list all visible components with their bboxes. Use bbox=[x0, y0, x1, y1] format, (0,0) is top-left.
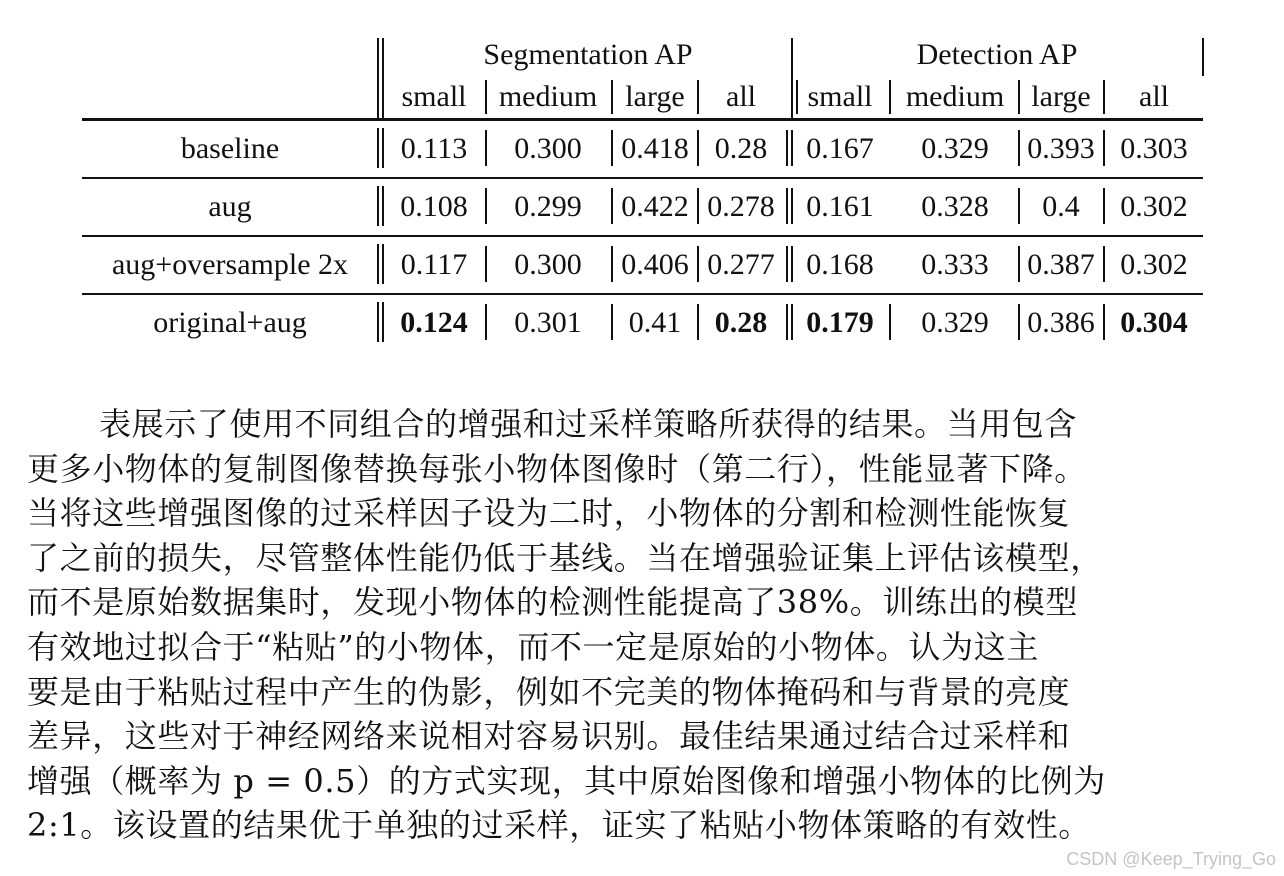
table-cell: 0.300 bbox=[514, 248, 582, 281]
table-cell-best: 0.28 bbox=[714, 306, 768, 339]
table-cell: 0.301 bbox=[514, 306, 582, 339]
column-divider bbox=[485, 80, 487, 114]
table-cell: 0.328 bbox=[921, 190, 989, 223]
table-cell: 0.418 bbox=[621, 132, 689, 165]
row-divider bbox=[82, 293, 1203, 295]
table-cell: 0.28 bbox=[714, 132, 768, 165]
subheader-seg-small: small bbox=[401, 80, 467, 113]
table-cell: 0.333 bbox=[921, 248, 989, 281]
column-divider bbox=[1103, 80, 1105, 114]
table-cell: 0.303 bbox=[1120, 132, 1188, 165]
subheader-seg-large: large bbox=[625, 80, 685, 113]
table-cell: 0.108 bbox=[400, 190, 468, 223]
table-cell: 0.386 bbox=[1027, 306, 1095, 339]
table-cell: 0.406 bbox=[621, 248, 689, 281]
paragraph-line: 要是由于粘贴过程中产生的伪影，例如不完美的物体掩码和与背景的亮度 bbox=[27, 672, 1071, 711]
column-divider bbox=[1202, 38, 1204, 76]
column-divider bbox=[889, 304, 891, 340]
column-divider bbox=[485, 130, 487, 166]
table-cell: 0.168 bbox=[806, 248, 874, 281]
column-divider bbox=[1018, 246, 1020, 282]
table-cell: 0.113 bbox=[400, 132, 468, 165]
column-divider bbox=[377, 128, 379, 168]
column-divider bbox=[382, 38, 384, 118]
column-divider bbox=[382, 244, 384, 284]
column-divider bbox=[485, 304, 487, 340]
column-divider bbox=[791, 304, 793, 340]
row-label-aug-oversample: aug+oversample 2x bbox=[111, 248, 349, 281]
table-cell: 0.329 bbox=[921, 306, 989, 339]
column-divider bbox=[1018, 80, 1020, 114]
table-cell: 0.167 bbox=[806, 132, 874, 165]
subheader-det-small: small bbox=[807, 80, 873, 113]
table-cell: 0.300 bbox=[514, 132, 582, 165]
column-divider bbox=[786, 246, 788, 282]
table-cell: 0.117 bbox=[400, 248, 468, 281]
table-cell: 0.422 bbox=[621, 190, 689, 223]
results-table bbox=[0, 0, 1284, 360]
paragraph-line: 差异，这些对于神经网络来说相对容易识别。最佳结果通过结合过采样和 bbox=[27, 717, 1071, 756]
column-divider bbox=[377, 38, 379, 118]
paragraph-line: 当将这些增强图像的过采样因子设为二时，小物体的分割和检测性能恢复 bbox=[27, 494, 1071, 533]
column-divider bbox=[1103, 188, 1105, 224]
header-rule bbox=[82, 118, 1203, 121]
table-cell: 0.277 bbox=[707, 248, 775, 281]
column-divider bbox=[1018, 130, 1020, 166]
table-cell: 0.41 bbox=[628, 306, 682, 339]
table-cell-best: 0.304 bbox=[1120, 306, 1188, 339]
column-divider bbox=[697, 80, 699, 114]
column-divider bbox=[611, 246, 613, 282]
column-divider bbox=[611, 130, 613, 166]
subheader-det-all: all bbox=[1139, 80, 1169, 113]
row-divider bbox=[82, 177, 1203, 179]
body-paragraph bbox=[27, 402, 1267, 848]
column-divider bbox=[1103, 246, 1105, 282]
paragraph-line: 表展示了使用不同组合的增强和过采样策略所获得的结果。当用包含 bbox=[99, 405, 1078, 443]
paragraph-line: 更多小物体的复制图像替换每张小物体图像时（第二行），性能显著下降。 bbox=[27, 449, 1087, 488]
row-label-original-aug: original+aug bbox=[153, 306, 307, 339]
column-divider bbox=[485, 246, 487, 282]
column-divider bbox=[485, 188, 487, 224]
column-divider bbox=[791, 246, 793, 282]
column-divider bbox=[786, 188, 788, 224]
column-divider bbox=[382, 302, 384, 342]
column-divider bbox=[382, 128, 384, 168]
column-divider bbox=[377, 244, 379, 284]
column-divider bbox=[377, 302, 379, 342]
column-divider bbox=[791, 188, 793, 224]
table-cell: 0.302 bbox=[1120, 190, 1188, 223]
column-divider bbox=[697, 304, 699, 340]
table-cell: 0.393 bbox=[1027, 132, 1095, 165]
column-divider bbox=[382, 186, 384, 226]
row-label-aug: aug bbox=[208, 190, 252, 223]
paragraph-line: 了之前的损失，尽管整体性能仍低于基线。当在增强验证集上评估该模型， bbox=[27, 538, 1103, 577]
column-divider bbox=[611, 304, 613, 340]
table-cell-best: 0.124 bbox=[400, 306, 468, 339]
subheader-seg-all: all bbox=[726, 80, 756, 113]
column-divider bbox=[697, 246, 699, 282]
column-divider bbox=[611, 80, 613, 114]
subheader-det-large: large bbox=[1031, 80, 1091, 113]
paragraph-line: 增强（概率为 p = 0.5）的方式实现，其中原始图像和增强小物体的比例为 bbox=[27, 761, 1106, 800]
table-cell: 0.387 bbox=[1027, 248, 1095, 281]
column-divider bbox=[1103, 304, 1105, 340]
table-cell-best: 0.179 bbox=[806, 306, 874, 339]
column-divider bbox=[1018, 188, 1020, 224]
column-divider bbox=[697, 188, 699, 224]
table-cell: 0.278 bbox=[707, 190, 775, 223]
header-segmentation-ap: Segmentation AP bbox=[483, 38, 693, 71]
table-cell: 0.4 bbox=[1042, 190, 1080, 223]
paragraph-line: 而不是原始数据集时，发现小物体的检测性能提高了38%。训练出的模型 bbox=[27, 583, 1078, 622]
subheader-seg-medium: medium bbox=[498, 80, 598, 113]
row-label-baseline: baseline bbox=[180, 132, 280, 165]
column-divider bbox=[791, 38, 793, 118]
column-divider bbox=[611, 188, 613, 224]
header-detection-ap: Detection AP bbox=[916, 38, 1078, 71]
column-divider bbox=[786, 130, 788, 166]
column-divider bbox=[1018, 304, 1020, 340]
table-cell: 0.302 bbox=[1120, 248, 1188, 281]
column-divider bbox=[1103, 130, 1105, 166]
column-divider bbox=[377, 186, 379, 226]
column-divider bbox=[791, 130, 793, 166]
subheader-det-medium: medium bbox=[905, 80, 1005, 113]
table-cell: 0.329 bbox=[921, 132, 989, 165]
column-divider bbox=[889, 80, 891, 114]
table-cell: 0.161 bbox=[806, 190, 874, 223]
column-divider bbox=[796, 80, 798, 114]
row-divider bbox=[82, 235, 1203, 237]
table-cell: 0.299 bbox=[514, 190, 582, 223]
column-divider bbox=[786, 304, 788, 340]
column-divider bbox=[697, 130, 699, 166]
watermark: CSDN @Keep_Trying_Go bbox=[1066, 849, 1276, 869]
paragraph-line: 2:1。该设置的结果优于单独的过采样，证实了粘贴小物体策略的有效性。 bbox=[27, 806, 1091, 845]
paragraph-line: 有效地过拟合于“粘贴”的小物体，而不一定是原始的小物体。认为这主 bbox=[27, 627, 1039, 666]
